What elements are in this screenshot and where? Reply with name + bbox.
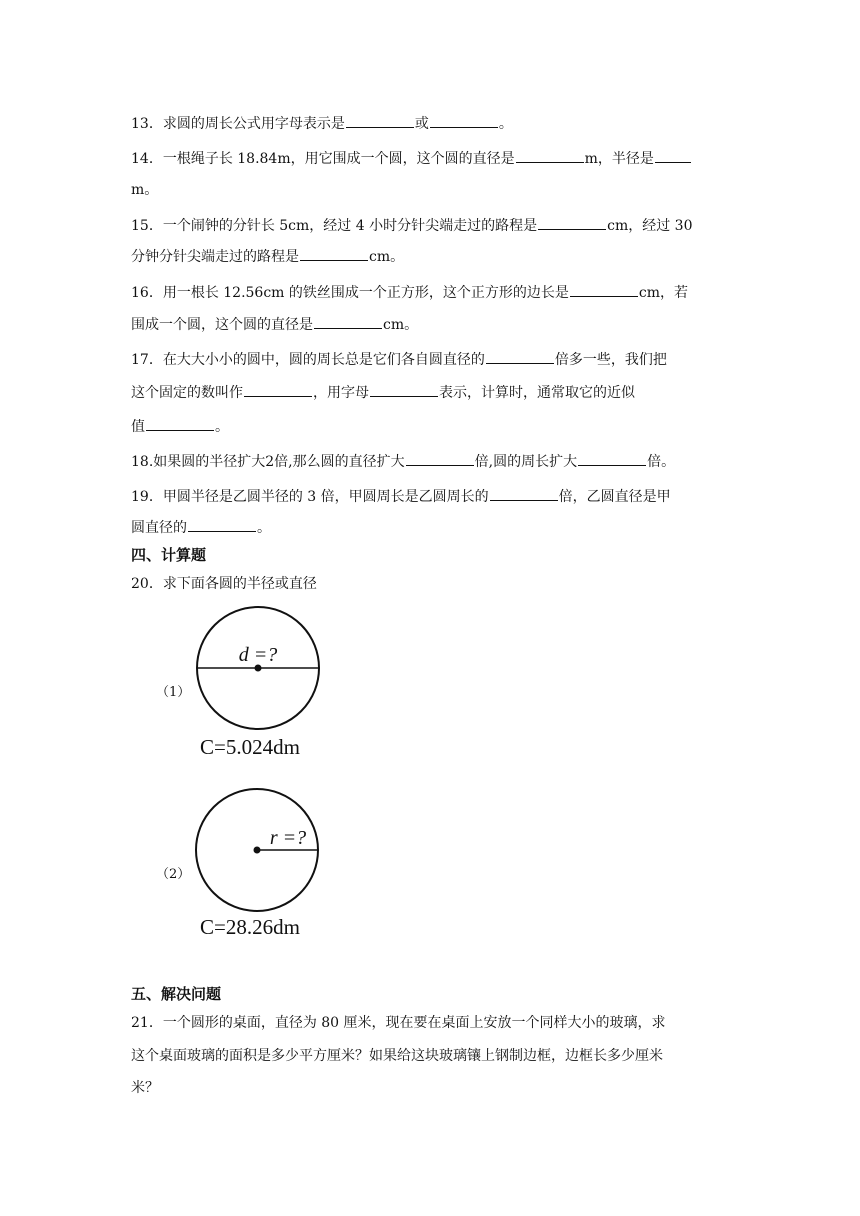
q19-text: 19．甲圆半径是乙圆半径的 3 倍，甲圆周长是乙圆周长的: [131, 489, 489, 505]
q19-text-end: 。: [257, 520, 271, 536]
question-18: [131, 451, 741, 471]
q17-text-2: 这个固定的数叫作: [131, 385, 243, 401]
question-21-line-1: 21．一个圆形的桌面，直径为 80 厘米，现在要在桌面上安放一个同样大小的玻璃，求: [131, 1015, 666, 1031]
question-21-line-2: 这个桌面玻璃的面积是多少平方厘米？如果给这块玻璃镶上钢制边框，边框长多少厘米: [131, 1048, 663, 1064]
circle-2-center-dot: [254, 847, 261, 854]
figure-2-label: （2）: [156, 867, 191, 882]
circle-2-caption: C=28.26dm: [200, 915, 300, 939]
q17-blank-1[interactable]: [486, 349, 554, 364]
question-15: [131, 215, 741, 235]
q17-blank-2[interactable]: [244, 382, 312, 397]
q14-text-mid: m，半径是: [584, 151, 654, 167]
question-15-cont: [131, 246, 741, 266]
q18-blank-2[interactable]: [578, 451, 646, 466]
question-21-line-3: 米？: [131, 1080, 159, 1096]
q17-text-3: ，用字母: [313, 385, 369, 401]
q14-text: 14．一根绳子长 18.84m，用它围成一个圆，这个圆的直径是: [131, 151, 515, 167]
q17-text-4: 表示，计算时，通常取它的近似: [439, 385, 635, 401]
q16-blank-2[interactable]: [314, 314, 382, 329]
q17-blank-3[interactable]: [370, 382, 438, 397]
question-14: [131, 148, 741, 168]
question-16: [131, 282, 741, 302]
q15-text-end: cm。: [369, 249, 405, 265]
q15-blank-2[interactable]: [300, 246, 368, 261]
section-heading-solve: 五、解决问题: [131, 985, 222, 1003]
section-heading-calc: 四、计算题: [131, 546, 207, 564]
question-19: [131, 486, 741, 506]
question-20: 20．求下面各圆的半径或直径: [131, 576, 317, 592]
q13-text-or: 或: [414, 116, 429, 132]
q17-text: 17．在大大小小的圆中，圆的周长总是它们各自圆直径的: [131, 352, 485, 368]
question-14-cont: [131, 180, 741, 200]
q13-blank-2[interactable]: [430, 113, 498, 128]
q17-text-mid: 倍多一些，我们把: [554, 352, 667, 368]
q15-blank-1[interactable]: [538, 215, 606, 230]
q13-text-end: 。: [498, 116, 513, 132]
q18-text-end: 倍。: [647, 454, 676, 470]
question-17: [131, 349, 741, 369]
question-19-cont: [131, 517, 741, 537]
q13-blank-1[interactable]: [346, 113, 414, 128]
q18-text-mid: 倍,圆的周长扩大: [474, 454, 578, 470]
q19-text-mid: 倍，乙圆直径是甲: [558, 489, 671, 505]
q17-blank-4[interactable]: [146, 416, 214, 431]
q17-text-end: 。: [215, 419, 229, 435]
q16-blank-1[interactable]: [570, 282, 638, 297]
q16-text: 16．用一根长 12.56cm 的铁丝围成一个正方形，这个正方形的边长是: [131, 285, 569, 301]
q16-text-2: 围成一个圆，这个圆的直径是: [131, 317, 313, 333]
q18-text: 18.如果圆的半径扩大2倍,那么圆的直径扩大: [131, 454, 405, 470]
q18-blank-1[interactable]: [406, 451, 474, 466]
q15-text-2: 分钟分针尖端走过的路程是: [131, 249, 299, 265]
circle-1-d-label: d =?: [238, 644, 278, 666]
question-16-cont: [131, 314, 741, 334]
q14-text-end: m。: [131, 182, 159, 198]
circle-2-r-label: r =?: [269, 827, 307, 849]
question-17-cont: [131, 382, 741, 402]
question-13: [131, 113, 741, 133]
question-17-cont2: [131, 416, 741, 436]
circle-1-caption: C=5.024dm: [200, 735, 300, 759]
q17-text-5: 值: [131, 419, 145, 435]
q16-text-end: cm。: [383, 317, 419, 333]
figure-1-label: （1）: [156, 685, 191, 700]
q15-text-mid: cm，经过 30: [607, 218, 693, 234]
q13-text: 13．求圆的周长公式用字母表示是: [131, 116, 345, 132]
q19-text-2: 圆直径的: [131, 520, 187, 536]
q14-blank-2[interactable]: [655, 148, 691, 163]
q16-text-mid: cm，若: [638, 285, 689, 301]
q19-blank-1[interactable]: [490, 486, 558, 501]
q19-blank-2[interactable]: [188, 517, 256, 532]
figure-2-circle-radius: [190, 788, 330, 948]
figure-1-circle-diameter: [190, 606, 330, 766]
q14-blank-1[interactable]: [516, 148, 584, 163]
q15-text: 15．一个闹钟的分针长 5cm，经过 4 小时分针尖端走过的路程是: [131, 218, 538, 234]
